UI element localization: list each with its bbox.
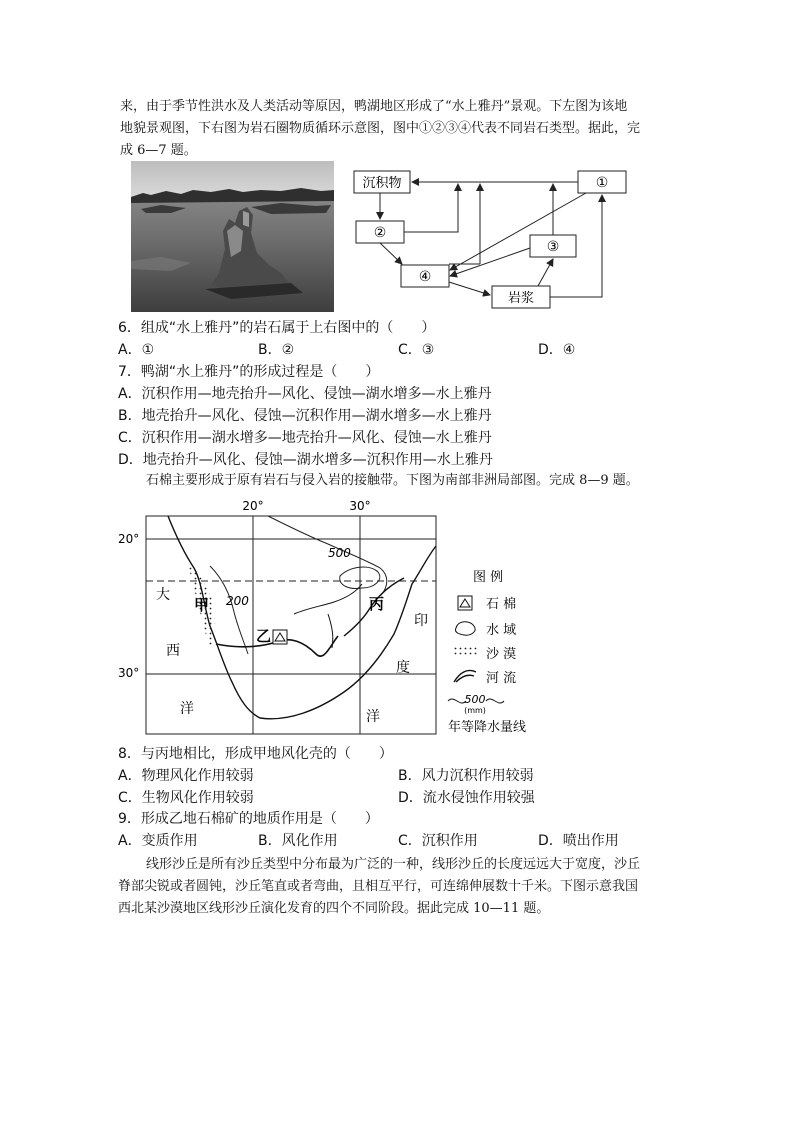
q8-option-d[interactable]: D．流水侵蚀作用较强 [398,790,535,806]
sediment-label: 沉积物 [362,176,402,191]
rock-1-label: ① [595,175,609,191]
q9-option-c[interactable]: C．沉积作用 [398,833,478,849]
legend-river-label: 河 流 [486,671,517,686]
q6-option-d[interactable]: D．④ [538,342,576,358]
q7-option-d[interactable]: D．地壳抬升—风化、侵蚀—湖水增多—沉积作用—水上雅丹 [118,452,493,468]
q7-option-a[interactable]: A．沉积作用—地壳抬升—风化、侵蚀—湖水增多—水上雅丹 [118,386,492,402]
legend-water-icon [455,622,475,635]
intro-q10-11-line-1: 线形沙丘是所有沙丘类型中分布最为广泛的一种，线形沙丘的长度远远大于宽度，沙丘 [146,857,641,872]
label-du: 度 [396,660,410,676]
intro-q10-11-line-2: 脊部尖锐或者圆钝，沙丘笔直或者弯曲，且相互平行，可连绵伸展数十千米。下图示意我国 [118,879,639,894]
lon-20-label: 20° [242,499,264,513]
lon-30-label: 30° [349,499,371,513]
q6-option-c[interactable]: C．③ [398,342,435,358]
q7-option-c[interactable]: C．沉积作用—湖水增多—地壳抬升—风化、侵蚀—水上雅丹 [118,430,492,446]
legend-river-icon [454,670,476,682]
label-yang-east: 洋 [366,709,380,725]
intro-q8-9: 石棉主要形成于原有岩石与侵入岩的接触带。下图为南部非洲局部图。完成 8—9 题。 [146,473,639,488]
q7-stem: 7．鸭湖“水上雅丹”的形成过程是（ ） [118,364,380,380]
yardang-photo [131,161,334,312]
q7-option-b[interactable]: B．地壳抬升—风化、侵蚀—沉积作用—湖水增多—水上雅丹 [118,408,492,424]
q6-option-b[interactable]: B．② [258,342,295,358]
rock-2-label: ② [373,225,387,241]
river-small [328,614,333,648]
magma-label: 岩浆 [507,291,535,306]
q9-option-a[interactable]: A．变质作用 [118,833,198,849]
isohyet-500-label: 500 [328,546,351,560]
q8-option-a[interactable]: A．物理风化作用较弱 [118,768,254,784]
label-yin: 印 [414,613,428,629]
legend-isohyet-value: 500 [464,693,486,706]
legend-desert-label: 沙 漠 [486,647,517,662]
q9-stem: 9．形成乙地石棉矿的地质作用是（ ） [118,811,379,827]
label-bing: 丙 [369,595,385,613]
q8-option-c[interactable]: C．生物风化作用较弱 [118,790,254,806]
southern-africa-map [118,496,558,741]
q9-option-b[interactable]: B．风化作用 [258,833,338,849]
intro-line-1: 来，由于季节性洪水及人类活动等原因，鸭湖地区形成了“水上雅丹”景观。下左图为该地 [120,99,628,114]
q8-stem: 8．与丙地相比，形成甲地风化壳的（ ） [118,746,393,762]
label-da: 大 [156,587,170,603]
q8-option-b[interactable]: B．风力沉积作用较弱 [398,768,534,784]
legend-water-label: 水 域 [486,623,517,638]
intro-line-3: 成 6—7 题。 [120,143,197,158]
legend-isohyet-label: 年等降水量线 [448,720,527,735]
intro-q10-11-line-3: 西北某沙漠地区线形沙丘演化发育的四个不同阶段。据此完成 10—11 题。 [118,901,550,916]
label-xi: 西 [166,643,180,659]
q6-option-a[interactable]: A．① [118,342,155,358]
rock-cycle-diagram [340,160,640,310]
rock-4-label: ④ [418,269,432,285]
lat-30-label: 30° [118,666,140,680]
intro-line-2: 地貌景观图，下右图为岩石圈物质循环示意图，图中①②③④代表不同岩石类型。据此，完 [120,121,641,136]
legend-title: 图 例 [473,570,504,585]
q6-stem: 6．组成“水上雅丹”的岩石属于上右图中的（ ） [118,320,436,336]
lat-20-label: 20° [118,532,140,546]
legend-isohyet-unit: (mm) [464,706,486,715]
legend-asbestos-label: 石 棉 [486,597,517,612]
label-jia: 甲 [194,596,210,614]
q9-option-d[interactable]: D．喷出作用 [538,833,619,849]
isohyet-200-label: 200 [226,594,249,608]
rock-3-label: ③ [546,239,560,255]
label-yang-west: 洋 [180,701,194,717]
label-yi: 乙 [256,627,272,645]
legend-desert-icon [454,646,478,656]
